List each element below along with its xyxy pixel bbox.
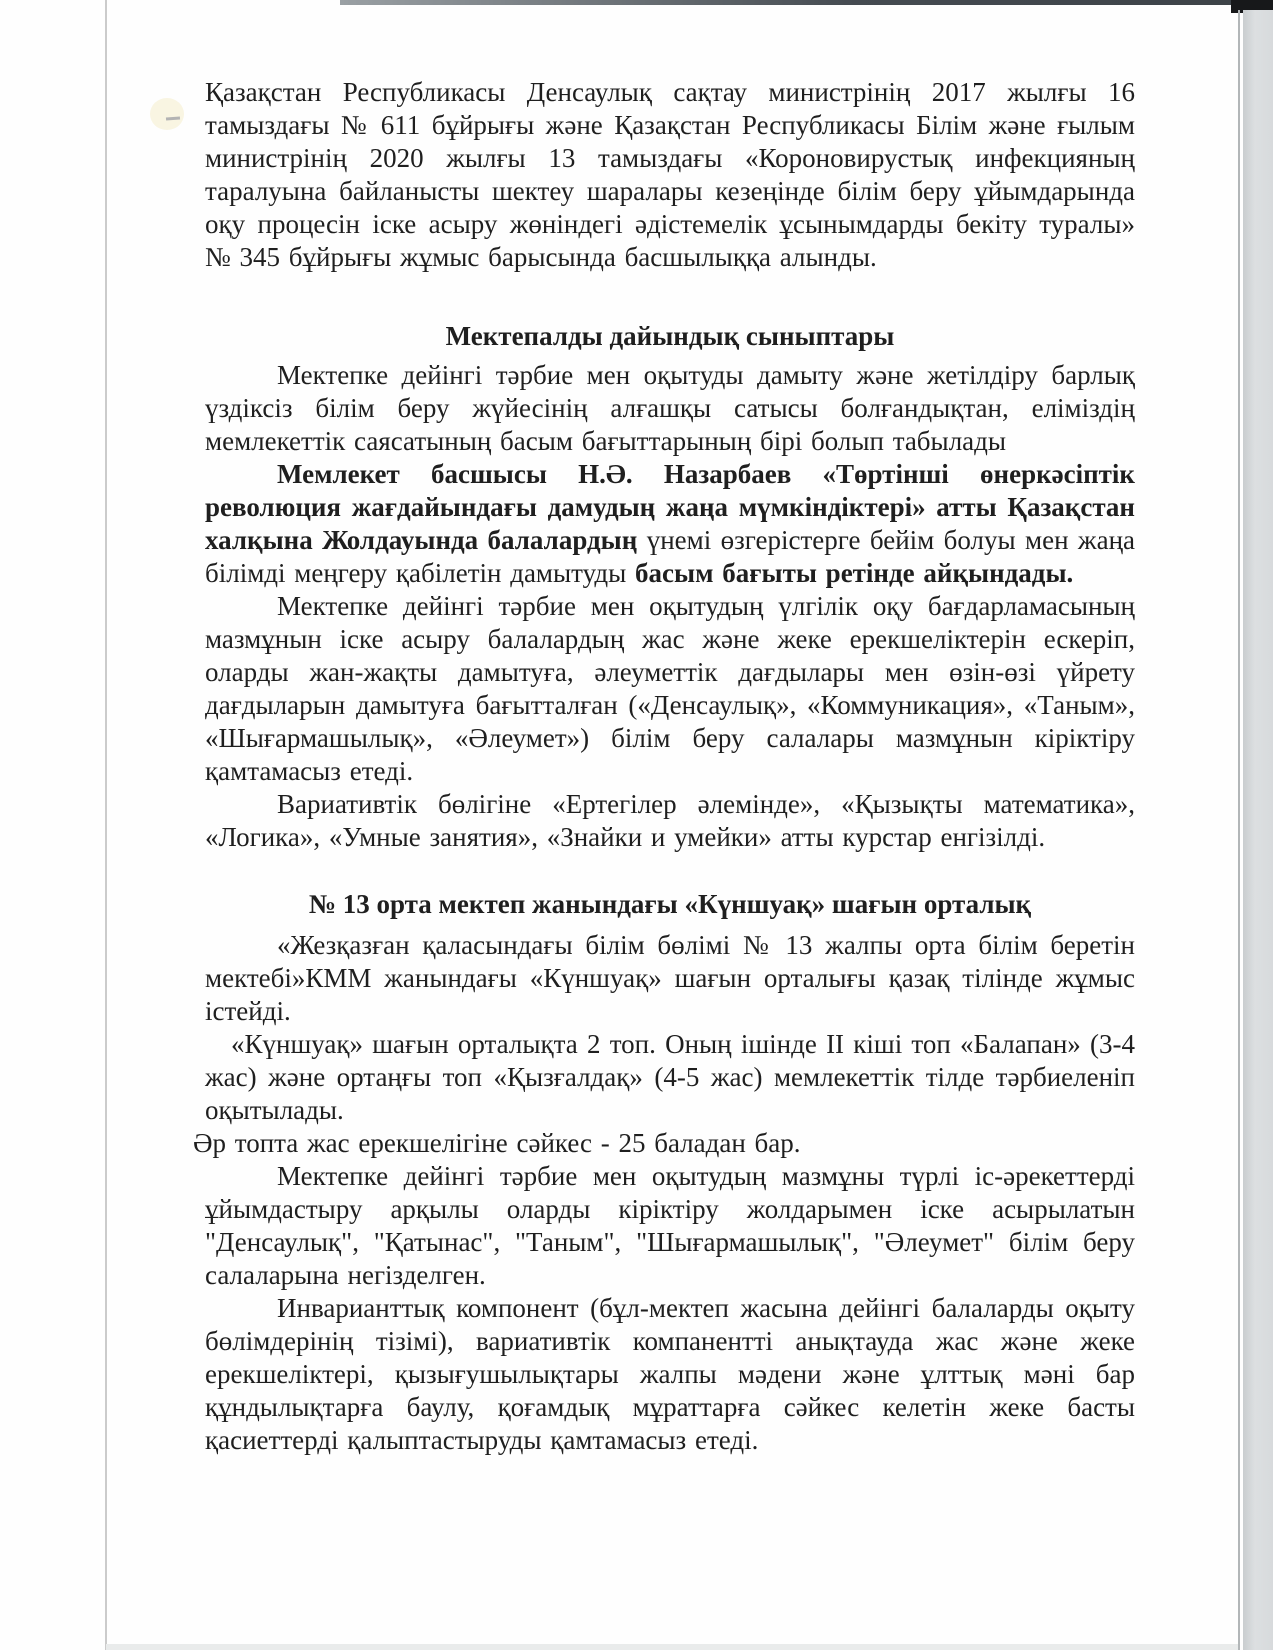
paragraph-education-content-areas: Мектепке дейінгі тәрбие мен оқытудың мазмұны түрлі іс-әрекеттерді ұйымдастыру арқылы оларды кіріктіру жолдарымен іске асырылатын "Денсаулық", "Қатынас", "Таным", "Шығармашылық", "Әлеумет" білім беру салаларына негізделген. [205,1161,1135,1290]
scan-edge-right-band [1243,10,1273,1650]
paragraph-school-13-center: «Жезқазған қаласындағы білім бөлімі № 13 жалпы орта білім беретін мектебі»КММ жанындағы «Күншуақ» шағын орталығы қазақ тілінде жұмыс істейді. [205,930,1135,1026]
scan-edge-top [340,0,1273,5]
paragraph-invariant-component: Инварианттық компонент (бұл-мектеп жасына дейінгі балаларды оқыту бөлімдерінің тізімі), вариативтік компанентті анықтауда жас және жеке ерекшеліктері, қызығушылықтары жалпы мәдени және ұлттық мәні бар құндылықтарға баулу, қоғамдық мұраттарға сәйкес келетін жеке басты қасиеттерді қалыптастыруды қамтамасыз етеді. [205,1293,1135,1455]
president-address-bold-end: басым бағыты ретінде айқындады. [635,558,1074,588]
section-heading-preschool-classes: Мектепалды дайындық сыныптары [445,321,895,351]
president-address-regular-middle: үнемі өзгерістерге бейім болуы мен жаңа білімді меңгеру қабілетін дамытуды [205,525,1135,588]
paragraph-variative-courses: Вариативтік бөлігіне «Ертегілер әлемінде», «Қызықты математика», «Логика», «Умные занятия», «Знайки и умейки» атты курстар енгізілді. [205,789,1135,852]
paragraph-preschool-development: Мектепке дейінгі тәрбие мен оқытуды дамыту және жетілдіру барлық үздіксіз білім беру жүйесінің алғашқы сатысы болғандықтан, еліміздің мемлекеттік саясатының басым бағыттарының бірі болып табылады [205,360,1135,456]
paragraph-ministry-orders: Қазақстан Республикасы Денсаулық сақтау министрінің 2017 жылғы 16 тамыздағы № 611 бұйрығы және Қазақстан Республикасы Білім және ғылым министрінің 2020 жылғы 13 тамыздағы «Короновирустық инфекцияның таралуына байланысты шектеу шаралары кезеңінде білім беру ұйымдарында оқу процесін іске асыру жөніндегі әдістемелік ұсынымдарды бекіту туралы» № 345 бұйрығы жұмыс барысында басшылыққа алынды. [205,77,1135,272]
section-heading-kunshuak-center: № 13 орта мектеп жанындағы «Күншуақ» шағын орталық [308,889,1032,919]
document-content [193,76,1135,1457]
scan-fold-line-left [105,0,107,1650]
scan-edge-right-line [1238,10,1240,1650]
president-address-bold-start: Мемлекет басшысы Н.Ә. Назарбаев «Төртінші өнеркәсіптік революция жағдайындағы дамудың жаңа мүмкіндіктері» атты Қазақстан халқына Жолдауында балалардың [205,459,1135,555]
paragraph-president-address [205,458,1135,590]
paragraph-two-groups: «Күншуақ» шағын орталықта 2 топ. Оның ішінде II кіші топ «Балапан» (3-4 жас) және ортаңғы топ «Қызғалдақ» (4-5 жас) мемлекеттік тілде тәрбиеленіп оқытылады. [205,1029,1135,1125]
scan-smudge [150,98,184,130]
paragraph-model-program: Мектепке дейінгі тәрбие мен оқытудың үлгілік оқу бағдарламасының мазмұнын іске асыру балалардың жас және жеке ерекшеліктерін ескеріп, оларды жан-жақты дамытуға, әлеуметтік дағдылары мен өзін-өзі үйрету дағдыларын дамытуға бағытталған («Денсаулық», «Коммуникация», «Таным», «Шығармашылық», «Әлеумет») білім беру салалары мазмұнын кіріктіру қамтамасыз етеді. [205,591,1135,786]
paragraph-children-per-group: Әр топта жас ерекшелігіне сәйкес - 25 баладан бар. [193,1128,801,1158]
scan-edge-bottom [106,1644,1238,1650]
